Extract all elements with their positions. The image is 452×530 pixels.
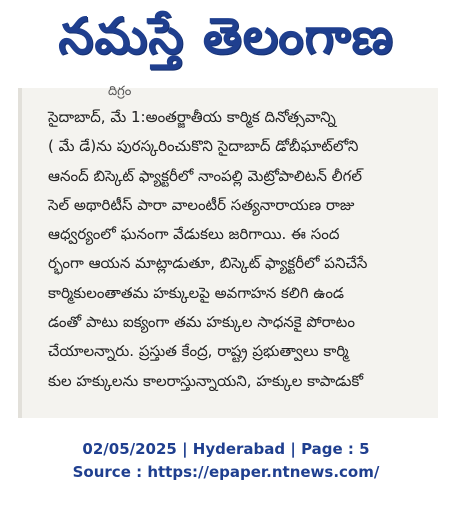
article-line: కుల హక్కులను కాలరాస్తున్నాయని, హక్కుల కాపాడుకో xyxy=(48,371,364,390)
clipping-top-fragment: దిగ్రం xyxy=(108,84,132,99)
source-caption: Source : https://epaper.ntnews.com/ xyxy=(72,463,380,481)
masthead-logo-text: నమస్తే తెలంగాణ xyxy=(58,6,394,65)
article-line: ఆధ్వర్యంలో ఘనంగా వేడుకలు జరిగాయి. ఈ సంద xyxy=(48,225,340,244)
article-line: సైదాబాద్, మే 1:అంతర్జాతీయ కార్మిక దినోత్సవాన్ని xyxy=(48,108,336,126)
newspaper-masthead xyxy=(18,4,434,80)
article-line: కార్మికులంతాతమ హక్కులపై అవగాహన కలిగి ఉండ xyxy=(48,283,345,302)
article-line: చేయాలన్నారు. ప్రస్తుత కేంద్ర, రాష్ట్ర ప్రభుత్వాలు కార్మి xyxy=(48,342,349,361)
article-body xyxy=(48,103,432,396)
date-city-page-caption: 02/05/2025 | Hyderabad | Page : 5 xyxy=(82,440,370,458)
article-line: ర్భంగా ఆయన మాట్లాడుతూ, బిస్కెట్ ఫ్యాక్టరీలో పనిచేసే xyxy=(48,254,368,273)
article-line: సెల్ అథారిటీస్ పారా వాలంటీర్ సత్యనారాయణ రాజు xyxy=(48,195,355,214)
article-line: ఆనంద్ బిస్కెట్ ఫ్యాక్టరీలో నాంపల్లి మెట్రోపాలిటన్ లీగల్ xyxy=(48,166,363,185)
article-line: డంతో పాటు ఐక్యంగా తమ హక్కుల సాధనకై పోరాటం xyxy=(48,313,355,332)
article-clipping xyxy=(18,84,438,418)
clipping-edge xyxy=(18,88,22,418)
article-line: ( మే డే)ను పురస్కరించుకొని సైదాబాద్ డోబీఘాట్‌లోని xyxy=(48,137,359,156)
